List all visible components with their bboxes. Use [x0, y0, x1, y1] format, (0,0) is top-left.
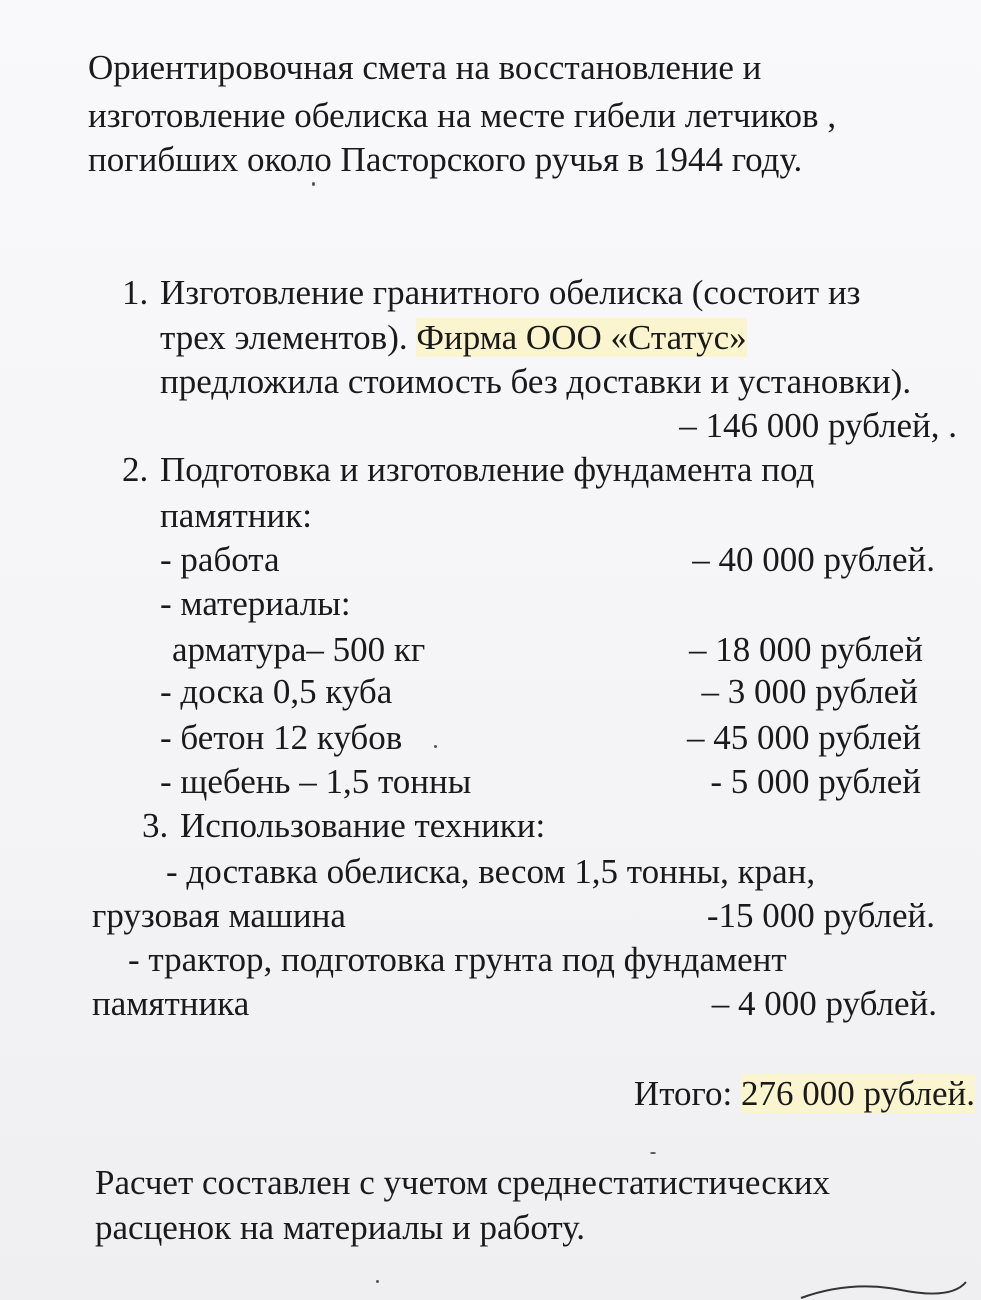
- scan-speck: [312, 182, 315, 186]
- footer-line-2: расценок на материалы и работу.: [95, 1208, 585, 1247]
- item3-text-a: Использование техники:: [180, 806, 546, 845]
- tractor-amount: – 4 000 рублей.: [711, 984, 937, 1023]
- concrete-amount: – 45 000 рублей: [687, 718, 921, 757]
- tractor-line-1: - трактор, подготовка грунта под фундамент: [128, 940, 787, 979]
- tractor-line-2: памятника: [92, 984, 250, 1023]
- item1-company-highlight: Фирма ООО «Статус»: [416, 318, 747, 357]
- delivery-amount: -15 000 рублей.: [706, 896, 935, 935]
- item1-text-b-plain: трех элементов).: [160, 318, 417, 357]
- gravel-amount: - 5 000 рублей: [710, 762, 921, 801]
- item2-text-a: Подготовка и изготовление фундамента под: [160, 450, 815, 489]
- board-amount: – 3 000 рублей: [701, 672, 918, 711]
- item2-text-b: памятник:: [160, 496, 312, 535]
- title-line-2: изготовление обелиска на месте гибели летчиков ,: [88, 96, 837, 135]
- item1-text-b: [160, 318, 747, 358]
- title-line-3: погибших около Пасторского ручья в 1944 году.: [88, 140, 803, 179]
- total-value-highlight: 276 000 рублей.: [741, 1074, 975, 1113]
- item1-amount: – 146 000 рублей, .: [679, 406, 957, 445]
- delivery-line-1: - доставка обелиска, весом 1,5 тонны, кран,: [166, 852, 816, 891]
- title-line-1: Ориентировочная смета на восстановление и: [88, 48, 762, 87]
- total-label: Итого:: [633, 1074, 741, 1113]
- pen-stroke-mark: [791, 1260, 971, 1300]
- rebar-label: арматура– 500 кг: [172, 630, 426, 669]
- item3-number: 3.: [142, 806, 169, 845]
- item2-number: 2.: [122, 450, 149, 489]
- footer-line-1: Расчет составлен с учетом среднестатистических: [95, 1163, 831, 1202]
- rebar-amount: – 18 000 рублей: [689, 630, 923, 669]
- materials-label: - материалы:: [160, 584, 351, 623]
- item1-text-a: Изготовление гранитного обелиска (состоит из: [160, 273, 861, 312]
- total-line: [634, 1074, 975, 1114]
- work-label: - работа: [160, 540, 280, 579]
- concrete-label: - бетон 12 кубов: [160, 718, 403, 757]
- item1-text-c: предложила стоимость без доставки и установки).: [160, 362, 912, 401]
- work-amount: – 40 000 рублей.: [692, 540, 935, 579]
- scan-speck: [376, 1280, 379, 1283]
- scan-speck: [650, 1152, 656, 1154]
- item1-number: 1.: [122, 273, 149, 312]
- board-label: - доска 0,5 куба: [160, 672, 393, 711]
- delivery-line-2: грузовая машина: [92, 896, 346, 935]
- gravel-label: - щебень – 1,5 тонны: [160, 762, 472, 801]
- scan-speck: [434, 745, 437, 748]
